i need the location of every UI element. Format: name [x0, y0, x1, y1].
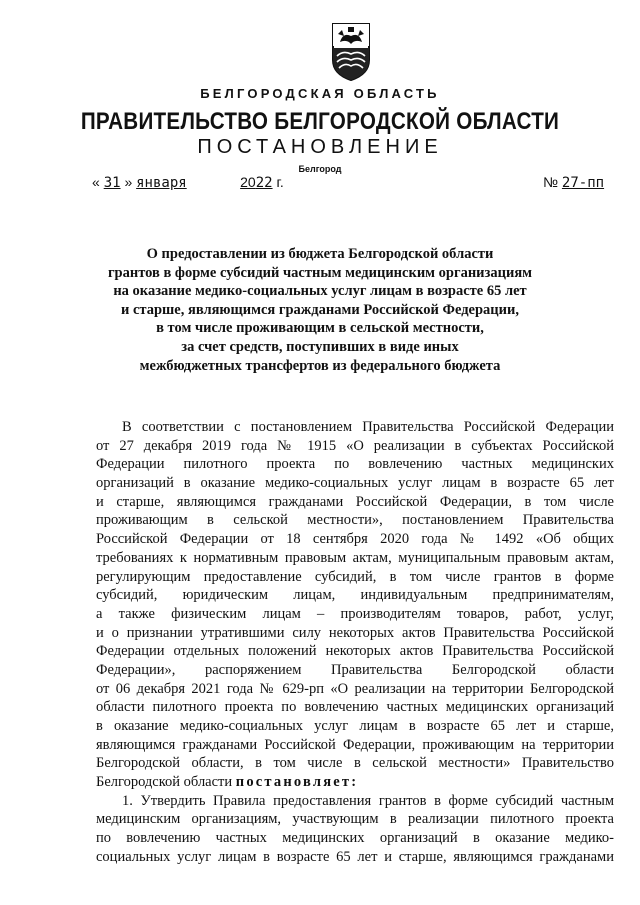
- body-line: 1. Утвердить Правила предоставления грантов в форме субсидий частным: [122, 792, 614, 809]
- body-line: являющимся гражданами Российской Федерации, проживающим на территории: [96, 736, 614, 753]
- document-title: [90, 245, 550, 375]
- city-name: Белгород: [298, 164, 342, 174]
- body-line: регулирующим предоставление субсидий, в том числе грантов в форме: [96, 568, 614, 585]
- government-name: ПРАВИТЕЛЬСТВО БЕЛГОРОДСКОЙ ОБЛАСТИ: [80, 108, 560, 135]
- title-line: в том числе проживающим в сельской местности,: [156, 320, 484, 337]
- body-line: в оказание медико-социальных услуг лицам в возрасте 65 лет и старше,: [96, 718, 614, 734]
- body-line: по вовлечению частных медицинских организаций в оказание медико-: [96, 830, 614, 847]
- body-line-resolution: [96, 773, 614, 792]
- document-body: [96, 418, 614, 867]
- body-line: медицинским организациям, участвующим в реализации пилотного проекта: [96, 811, 614, 828]
- title-line: за счет средств, поступивших в виде иных: [181, 338, 459, 355]
- body-line: Белгородской области: [96, 774, 233, 791]
- title-line: грантов в форме субсидий частным медицинским организациям: [107, 264, 533, 281]
- body-line: и старше, являющимся гражданами Российской Федерации, в том числе: [96, 493, 614, 510]
- body-line: области пилотного проекта по вовлечению частных медицинских организаций: [96, 699, 614, 716]
- number-prefix: №: [543, 174, 559, 190]
- document-number: [543, 174, 604, 191]
- title-line: межбюджетных трансфертов из федерального бюджета: [139, 357, 501, 374]
- document-type: ПОСТАНОВЛЕНИЕ: [197, 136, 443, 158]
- body-line: от 06 декабря 2021 года № 629-рп «О реализации на территории Белгородской: [96, 680, 614, 697]
- resolution-word: постановляет:: [235, 774, 359, 791]
- date-open-quote: «: [92, 174, 100, 190]
- title-line: на оказание медико-социальных услуг лицам в возрасте 65 лет: [113, 283, 527, 300]
- title-line: О предоставлении из бюджета Белгородской области: [146, 246, 494, 262]
- body-line: и о признании утратившими силу некоторых актов Правительства Российской: [96, 624, 614, 641]
- body-line: Российской Федерации от 18 сентября 2020 года № 1492 «Об общих: [96, 531, 614, 548]
- date-day: 31: [103, 175, 121, 191]
- body-line: субсидий, юридическим лицам, индивидуальным предпринимателям,: [96, 587, 614, 604]
- body-line: Федерации отдельных положений некоторых актов Правительства Российской: [96, 643, 614, 660]
- document-date: [92, 174, 284, 191]
- date-year-unit: г.: [276, 174, 284, 190]
- date-month: января: [136, 175, 187, 191]
- date-close-quote: »: [124, 174, 133, 190]
- body-line: социальных услуг лицам в возрасте 65 лет и старше, являющимся гражданами: [96, 848, 614, 865]
- body-line: В соответствии с постановлением Правительства Российской Федерации: [122, 419, 614, 435]
- number-value: 27-пп: [561, 175, 605, 191]
- body-line: проживающим в сельской местности», постановлением Правительства: [96, 512, 614, 529]
- date-year-prefix: 20: [240, 174, 256, 190]
- date-year-suffix: 22: [255, 175, 273, 191]
- body-line: а также физическим лицам – производителям товаров, работ, услуг,: [96, 605, 614, 622]
- coat-of-arms-icon: [329, 20, 373, 82]
- title-line: и старше, являющимся гражданами Российской Федерации,: [121, 301, 519, 318]
- body-line: от 27 декабря 2019 года № 1915 «О реализации в субъектах Российской: [96, 437, 614, 454]
- body-line: Федерации», распоряжением Правительства Белгородской области: [96, 661, 614, 678]
- region-name: БЕЛГОРОДСКАЯ ОБЛАСТЬ: [200, 86, 440, 101]
- body-line: Федерации пилотного проекта по вовлечению частных медицинских: [96, 456, 614, 473]
- body-line: требованиях к нормативным правовым актам, муниципальным правовым актам,: [96, 549, 614, 566]
- body-line: Белгородской области, в том числе в сельской местности» Правительство: [96, 755, 614, 772]
- body-line: организаций в оказание медико-социальных услуг лицам в возрасте 65 лет: [96, 475, 614, 492]
